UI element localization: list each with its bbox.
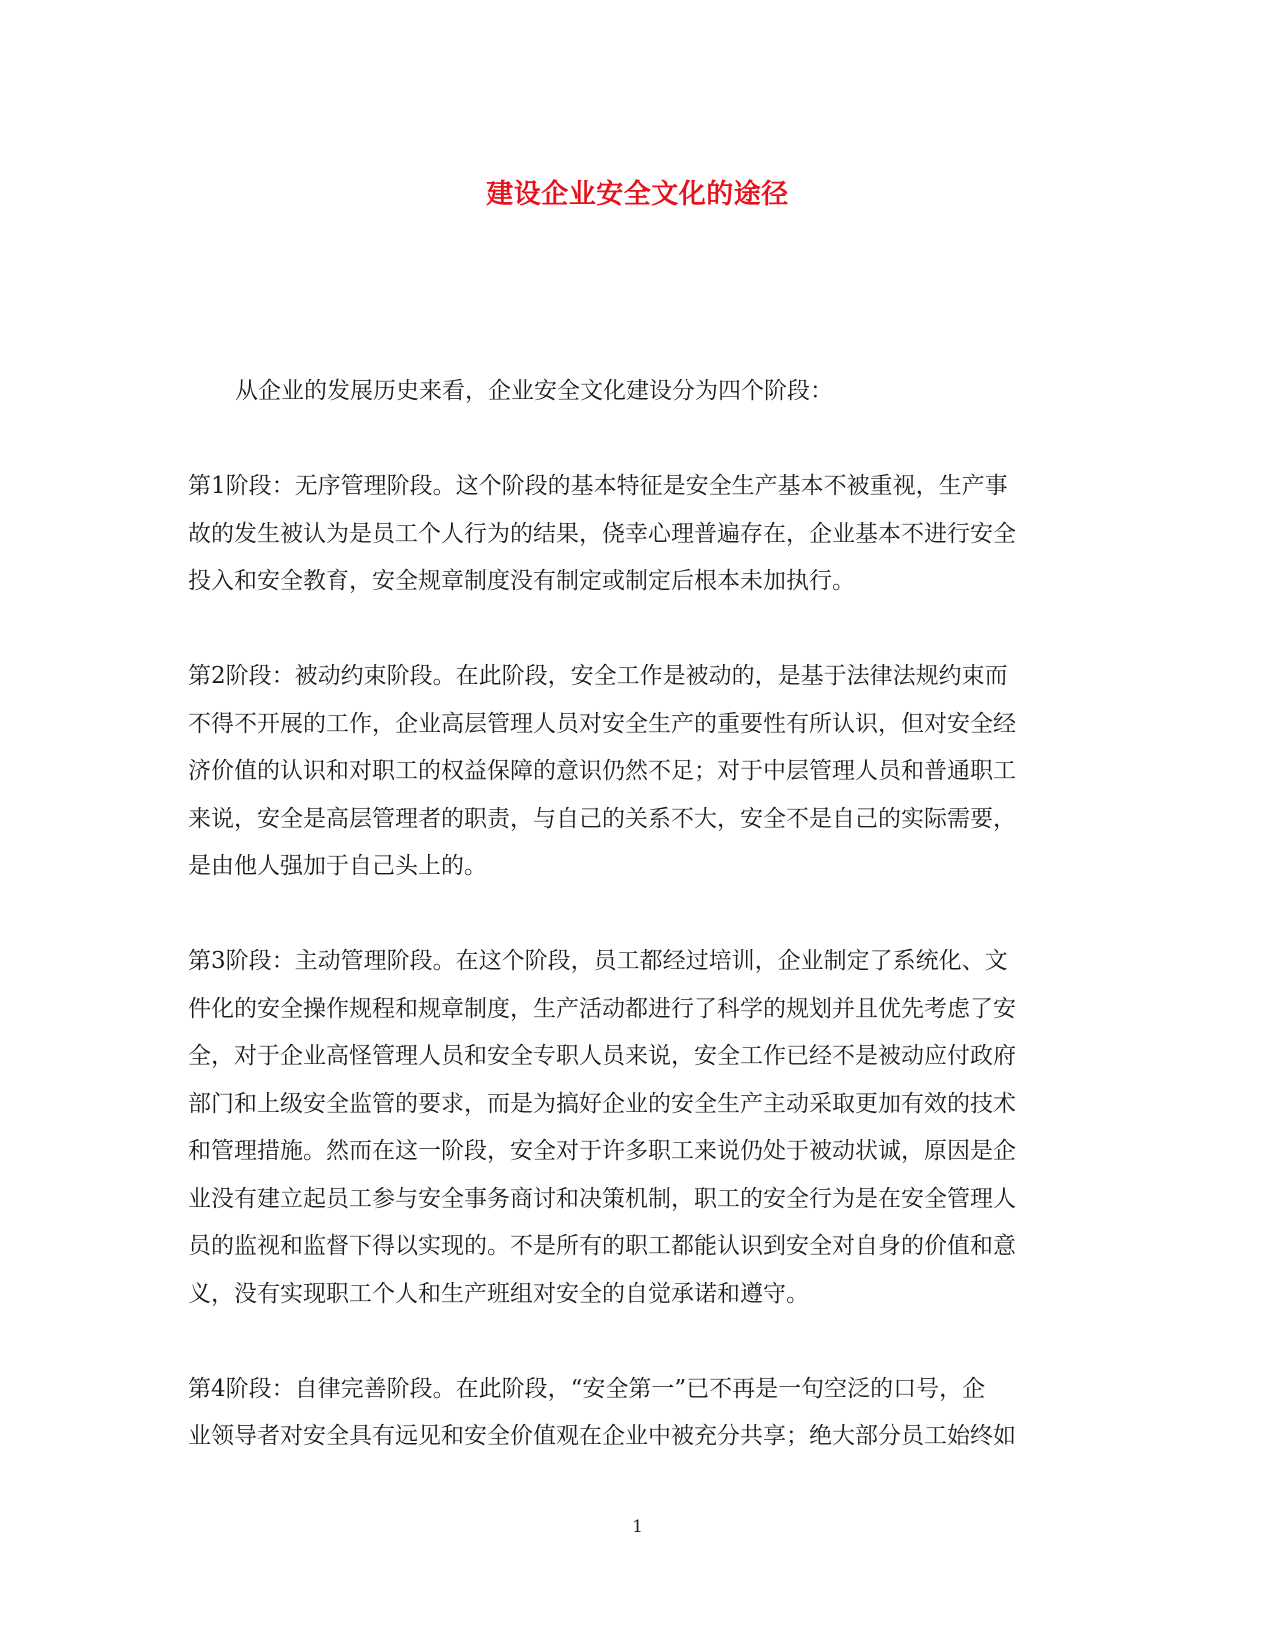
text-line: 第1阶段：无序管理阶段。这个阶段的基本特征是安全生产基本不被重视，生产事 (188, 473, 1008, 499)
text-line: 和管理措施。然而在这一阶段，安全对于许多职工来说仍处于被动状诚，原因是企 (188, 1138, 1016, 1164)
paragraph-stage-1 (188, 463, 1088, 606)
text-line: 全，对于企业高怪管理人员和安全专职人员来说，安全工作已经不是被动应付政府 (188, 1043, 1016, 1069)
text-line: 第2阶段：被动约束阶段。在此阶段，安全工作是被动的，是基于法律法规约束而 (188, 663, 1008, 689)
text-line: 业领导者对安全具有远见和安全价值观在企业中被充分共享；绝大部分员工始终如 (188, 1423, 1016, 1449)
text-line: 义，没有实现职工个人和生产班组对安全的自觉承诺和遵守。 (188, 1280, 809, 1307)
text-line: 来说，安全是高层管理者的职责，与自己的关系不大，安全不是自己的实际需要， (188, 805, 1016, 832)
paragraph-stage-3 (188, 938, 1088, 1318)
text-line: 投入和安全教育，安全规章制度没有制定或制定后根本未加执行。 (188, 568, 855, 594)
text-line: 不得不开展的工作，企业高层管理人员对安全生产的重要性有所认识，但对安全经 (188, 710, 1016, 737)
paragraph-stage-4 (188, 1366, 1088, 1461)
paragraph-stage-2 (188, 653, 1088, 891)
text-line: 员的监视和监督下得以实现的。不是所有的职工都能认识到安全对自身的价值和意 (188, 1233, 1016, 1259)
paragraph-gap (188, 416, 1088, 464)
text-line: 第4阶段：自律完善阶段。在此阶段，“安全第一”已不再是一句空泛的口号，企 (188, 1375, 986, 1402)
document-title: 建设企业安全文化的途径 (486, 179, 789, 210)
document-body (188, 368, 1088, 1461)
paragraph-gap (188, 606, 1088, 654)
text-line: 是由他人强加于自己头上的。 (188, 853, 487, 879)
intro-paragraph: 从企业的发展历史来看，企业安全文化建设分为四个阶段： (235, 378, 833, 404)
text-line: 件化的安全操作规程和规章制度，生产活动都进行了科学的规划并且优先考虑了安 (188, 995, 1016, 1022)
text-line: 部门和上级安全监管的要求，而是为搞好企业的安全生产主动采取更加有效的技术 (188, 1090, 1016, 1117)
paragraph-gap (188, 1318, 1088, 1366)
paragraph-gap (188, 891, 1088, 939)
text-line: 业没有建立起员工参与安全事务商讨和决策机制，职工的安全行为是在安全管理人 (188, 1185, 1016, 1212)
text-line: 第3阶段：主动管理阶段。在这个阶段，员工都经过培训，企业制定了系统化、文 (188, 948, 1008, 974)
text-line: 故的发生被认为是员工个人行为的结果，侥幸心理普遍存在，企业基本不进行安全 (188, 520, 1016, 547)
text-line: 济价值的认识和对职工的权益保障的意识仍然不足；对于中层管理人员和普通职工 (188, 758, 1016, 784)
page-number: 1 (632, 1517, 643, 1537)
